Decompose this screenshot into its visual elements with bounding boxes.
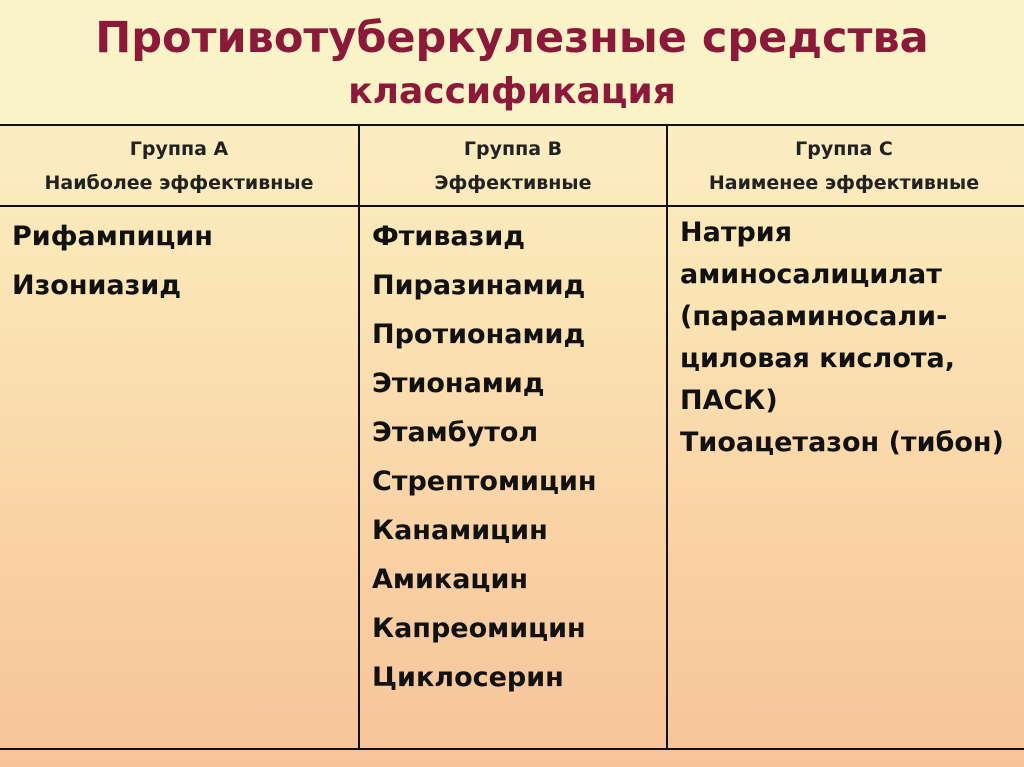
list-item: Натрия аминосалицилат (парааминосали-циловая кислота, ПАСК)	[680, 217, 955, 416]
group-c-list	[680, 212, 1005, 464]
page-title: Противотуберкулезные средства	[95, 13, 929, 63]
list-item: Амикацин	[372, 564, 529, 595]
group-a-subtitle: Наиболее эффективные	[44, 172, 314, 194]
group-a-list	[12, 212, 352, 310]
list-item: Этионамид	[372, 368, 545, 399]
group-c-subtitle: Наименее эффективные	[708, 172, 980, 194]
list-item: Этамбутол	[372, 417, 539, 448]
column-divider-1	[358, 124, 360, 750]
list-item: Капреомицин	[372, 613, 586, 644]
page-subtitle: классификация	[348, 71, 676, 112]
list-item: Протионамид	[372, 319, 586, 350]
list-item: Циклосерин	[372, 662, 564, 693]
group-b-title: Группа В	[463, 138, 563, 160]
group-b-subtitle: Эффективные	[434, 172, 592, 194]
group-a-title: Группа А	[129, 138, 229, 160]
list-item: Стрептомицин	[372, 466, 597, 497]
table-bottom-border	[0, 748, 1024, 750]
column-header-a	[0, 132, 358, 202]
column-divider-2	[666, 124, 668, 750]
list-item: Рифампицин	[12, 221, 213, 252]
list-item: Тиоацетазон (тибон)	[680, 427, 1004, 458]
column-header-c	[668, 132, 1020, 202]
list-item: Пиразинамид	[372, 270, 586, 301]
header-divider	[0, 205, 1024, 207]
group-c-title: Группа С	[795, 138, 893, 160]
table-top-border	[0, 124, 1024, 126]
list-item: Канамицин	[372, 515, 548, 546]
list-item: Изониазид	[12, 270, 182, 301]
group-b-list	[372, 212, 662, 702]
list-item: Фтивазид	[372, 221, 526, 252]
column-header-b	[360, 132, 666, 202]
